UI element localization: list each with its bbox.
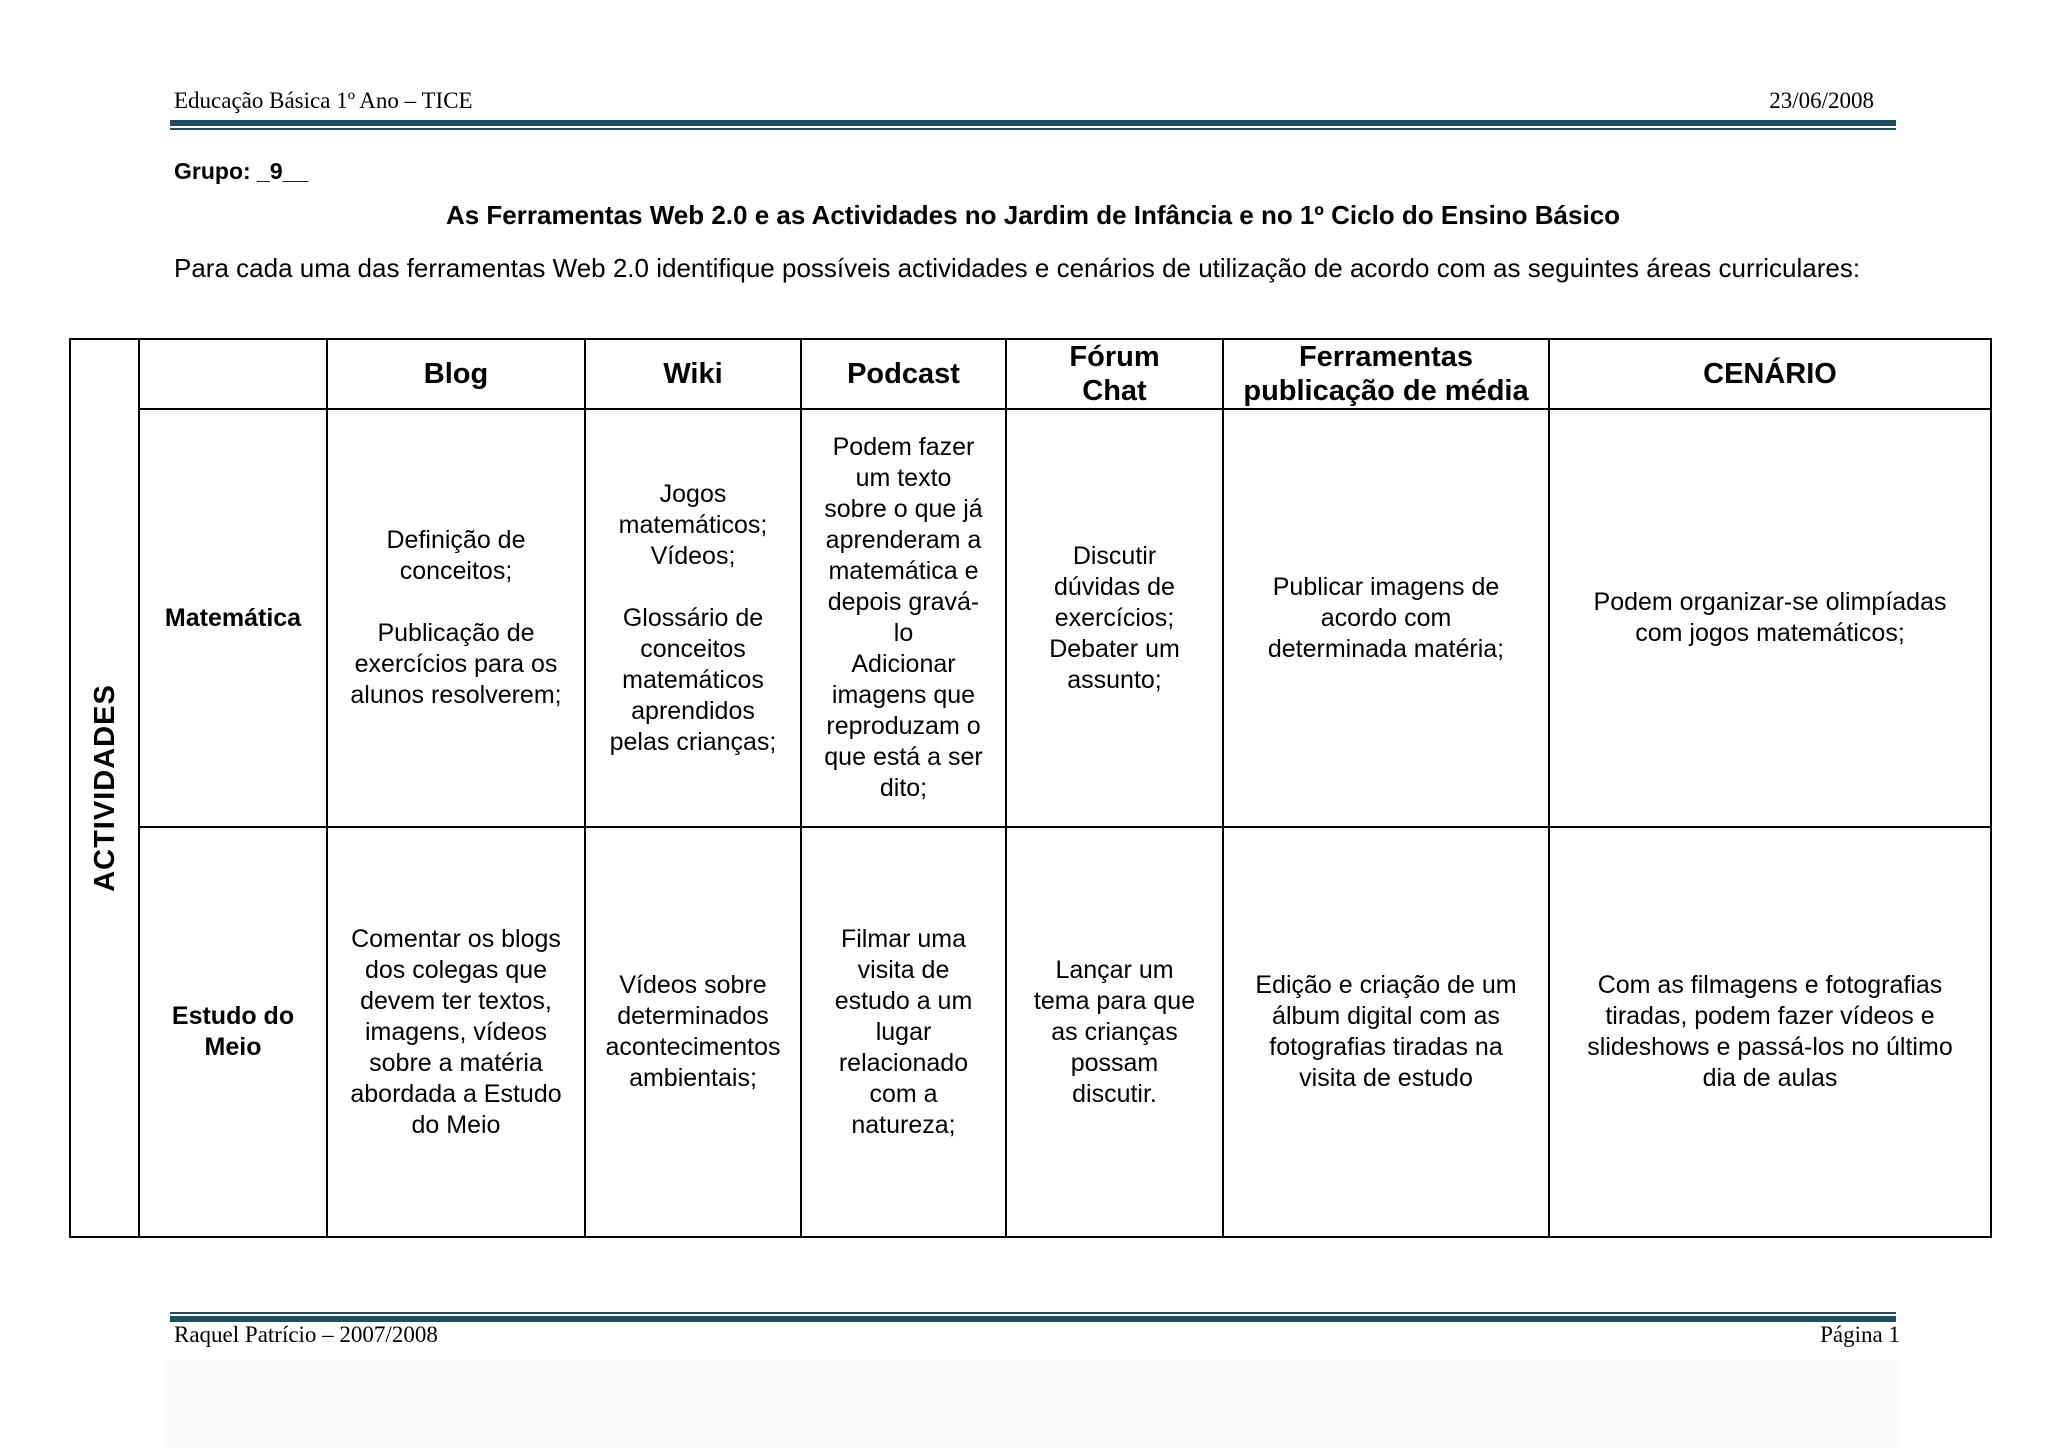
document-title: As Ferramentas Web 2.0 e as Actividades no Jardim de Infância e no 1º Ciclo do Ensino Básico bbox=[445, 200, 1621, 230]
header-date: 23/06/2008 bbox=[1769, 88, 1874, 113]
header-cell-podcast: Podcast bbox=[801, 339, 1006, 409]
row-label-estudo-do-meio: Estudo do Meio bbox=[139, 827, 327, 1237]
table-cell: Lançar um tema para que as crianças possam discutir. bbox=[1006, 827, 1223, 1237]
header-rule-thin bbox=[170, 128, 1896, 130]
header-left: Educação Básica 1º Ano – TICE bbox=[174, 88, 473, 113]
table-cell: Definição de conceitos; Publicação de exercícios para os alunos resolverem; bbox=[327, 409, 585, 827]
activities-table bbox=[69, 338, 1992, 1238]
table-cell: Filmar uma visita de estudo a um lugar relacionado com a natureza; bbox=[801, 827, 1006, 1237]
table-cell: Jogos matemáticos; Vídeos; Glossário de conceitos matemáticos aprendidos pelas crianças; bbox=[585, 409, 801, 827]
row-label-matematica: Matemática bbox=[139, 409, 327, 827]
table-cell: Publicar imagens de acordo com determinada matéria; bbox=[1223, 409, 1549, 827]
header-cell-media-tools: Ferramentas publicação de média bbox=[1223, 339, 1549, 409]
table-cell: Discutir dúvidas de exercícios; Debater um assunto; bbox=[1006, 409, 1223, 827]
table-cell: Podem organizar-se olimpíadas com jogos matemáticos; bbox=[1549, 409, 1991, 827]
group-label: Grupo: _9__ bbox=[174, 158, 309, 184]
table-cell: Vídeos sobre determinados acontecimentos ambientais; bbox=[585, 827, 801, 1237]
header-cell-forum-chat: Fórum Chat bbox=[1006, 339, 1223, 409]
table-header-row bbox=[70, 339, 1991, 409]
table-row-matematica bbox=[70, 409, 1991, 827]
table-row-estudo-do-meio bbox=[70, 827, 1991, 1237]
page-number: Página 1 bbox=[1820, 1322, 1900, 1347]
footer-background bbox=[165, 1360, 1900, 1448]
side-label: ACTIVIDADES bbox=[88, 684, 121, 892]
header-rule bbox=[170, 120, 1896, 126]
table-cell: Com as filmagens e fotografias tiradas, podem fazer vídeos e slideshows e passá-los no último dia de aulas bbox=[1549, 827, 1991, 1237]
header-cell-empty bbox=[139, 339, 327, 409]
footer-author: Raquel Patrício – 2007/2008 bbox=[174, 1322, 438, 1347]
table-cell: Podem fazer um texto sobre o que já aprenderam a matemática e depois gravá- lo Adicionar imagens que reproduzam o que está a ser dito; bbox=[801, 409, 1006, 827]
table-cell: Comentar os blogs dos colegas que devem ter textos, imagens, vídeos sobre a matéria abordada a Estudo do Meio bbox=[327, 827, 585, 1237]
side-label-cell bbox=[70, 339, 139, 1237]
table-cell: Edição e criação de um álbum digital com as fotografias tiradas na visita de estudo bbox=[1223, 827, 1549, 1237]
header-cell-wiki: Wiki bbox=[585, 339, 801, 409]
intro-paragraph: Para cada uma das ferramentas Web 2.0 identifique possíveis actividades e cenários de utilização de acordo com as seguintes áreas curriculares: bbox=[174, 253, 1861, 283]
page-footer bbox=[174, 1322, 1900, 1348]
footer-rule-thin bbox=[170, 1312, 1896, 1314]
header-cell-blog: Blog bbox=[327, 339, 585, 409]
header-cell-scenario: CENÁRIO bbox=[1549, 339, 1991, 409]
page-header bbox=[174, 88, 1874, 114]
